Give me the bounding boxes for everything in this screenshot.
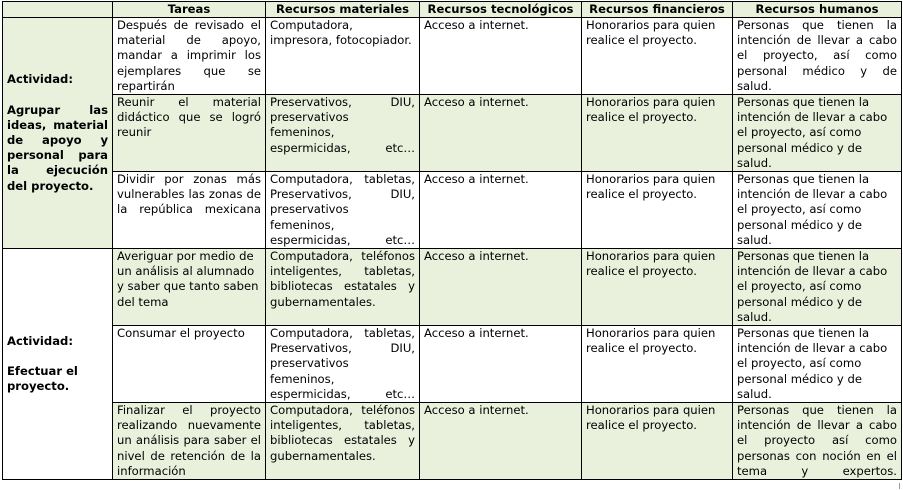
- cell-financieros: Honorarios para quien realice el proyecto.: [582, 403, 733, 480]
- cell-financieros: Honorarios para quien realice el proyecto.: [582, 95, 733, 172]
- header-humanos: Recursos humanos: [733, 2, 902, 18]
- cell-tecnologicos: Acceso a internet.: [420, 95, 582, 172]
- cell-humanos: Personas que tienen la intención de llevar a cabo el proyecto, así como personal médico y de salud.: [733, 249, 902, 326]
- header-row: [3, 2, 902, 18]
- table-row: [3, 95, 902, 172]
- cell-humanos: Personas que tienen la intención de llevar a cabo el proyecto, así como personal médico y de salud.: [733, 95, 902, 172]
- cell-humanos: Personas que tienen la intención de llevar a cabo el proyecto así como personas con noción en el tema y expertos.: [733, 403, 902, 480]
- activity-cell-1: [3, 18, 113, 249]
- cell-financieros: Honorarios para quien realice el proyecto.: [582, 18, 733, 95]
- cell-materiales: Computadora, impresora, fotocopiador.: [266, 18, 420, 95]
- cell-tarea: Después de revisado el material de apoyo, mandar a imprimir los ejemplares que se repartirán: [113, 18, 266, 95]
- header-materiales: Recursos materiales: [266, 2, 420, 18]
- cell-financieros: Honorarios para quien realice el proyecto.: [582, 249, 733, 326]
- header-financieros: Recursos financieros: [582, 2, 733, 18]
- cell-tarea: Finalizar el proyecto realizando nuevamente un análisis para saber el nivel de retención de la información: [113, 403, 266, 480]
- table-row: [3, 18, 902, 95]
- cell-materiales: Preservativos, DIU, preservativos femeninos, espermicidas, etc…: [266, 95, 420, 172]
- cell-tecnologicos: Acceso a internet.: [420, 403, 582, 480]
- resources-table-container: [2, 1, 902, 480]
- cell-financieros: Honorarios para quien realice el proyecto.: [582, 326, 733, 403]
- cell-materiales: Computadora, tabletas, Preservativos, DIU, preservativos femeninos, espermicidas, etc…: [266, 326, 420, 403]
- cell-tarea: Reunir el material didáctico que se logró reunir: [113, 95, 266, 172]
- activity-description: Efectuar el proyecto.: [7, 363, 78, 394]
- cell-financieros: Honorarios para quien realice el proyecto.: [582, 172, 733, 249]
- cell-tecnologicos: Acceso a internet.: [420, 172, 582, 249]
- cell-tecnologicos: Acceso a internet.: [420, 18, 582, 95]
- table-row: [3, 403, 902, 480]
- cell-tarea: Dividir por zonas más vulnerables las zonas de la república mexicana: [113, 172, 266, 249]
- header-activity-blank: [3, 2, 113, 18]
- table-row: [3, 326, 902, 403]
- cell-humanos: Personas que tienen la intención de llevar a cabo el proyecto, así como personal médico y de salud.: [733, 326, 902, 403]
- cell-materiales: Computadora, tabletas, Preservativos, DIU, preservativos femeninos, espermicidas, etc…: [266, 172, 420, 249]
- table-row: [3, 172, 902, 249]
- cell-tarea: Averiguar por medio de un análisis al alumnado y saber que tanto saben del tema: [113, 249, 266, 326]
- cell-materiales: Computadora, teléfonos inteligentes, tabletas, bibliotecas estatales y gubernamentales.: [266, 249, 420, 326]
- activity-label: Actividad:: [7, 333, 73, 348]
- cell-materiales: Computadora, teléfonos inteligentes, tabletas, bibliotecas estatales y gubernamentales.: [266, 403, 420, 480]
- cell-tarea: Consumar el proyecto: [113, 326, 266, 403]
- header-tecnologicos: Recursos tecnológicos: [420, 2, 582, 18]
- activity-description: Agrupar las ideas, material de apoyo y personal para la ejecución del proyecto.: [7, 102, 108, 193]
- cell-tecnologicos: Acceso a internet.: [420, 249, 582, 326]
- cell-humanos: Personas que tienen la intención de llevar a cabo el proyecto, así como personal médico y de salud.: [733, 172, 902, 249]
- cell-tecnologicos: Acceso a internet.: [420, 326, 582, 403]
- cell-humanos: Personas que tienen la intención de llevar a cabo el proyecto, así como personal médico y de salud.: [733, 18, 902, 95]
- table-row: [3, 249, 902, 326]
- page-corner-mark: [899, 483, 903, 489]
- activity-cell-2: [3, 249, 113, 480]
- activity-label: Actividad:: [7, 72, 73, 87]
- header-tareas: Tareas: [113, 2, 266, 18]
- resources-table: [2, 1, 902, 480]
